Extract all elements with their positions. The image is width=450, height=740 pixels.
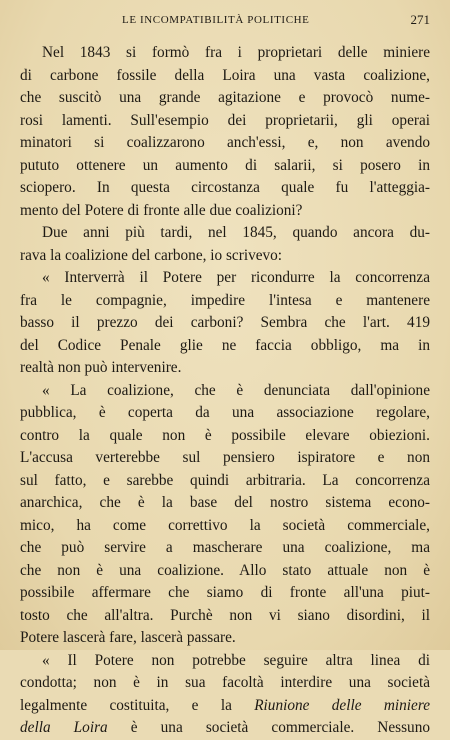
text-line: mico, ha come correttivo la società commerciale, [20, 516, 430, 534]
text-line: della Loira è una società commerciale. Nessuno [20, 719, 430, 736]
text-line: possibile affermare che siamo di fronte all'una piut- [20, 584, 430, 601]
text-line: minatori si coalizzarono anch'essi, e, non avendo [20, 134, 430, 151]
text-line: del Codice Penale glie ne faccia obbligo, ma in [20, 336, 430, 354]
text-line: che non è una coalizione. Allo stato attuale non è [20, 561, 430, 579]
text-line: di carbone fossile della Loira una vasta coalizione, [20, 66, 430, 84]
text-line: pubblica, è coperta da una associazione regolare, [20, 404, 430, 421]
text-line: anarchica, che è la base del nostro sistema econo- [20, 494, 430, 511]
text-line: rava la coalizione del carbone, io scrivevo: [20, 246, 283, 264]
text-line: basso il prezzo dei carboni? Sembra che l'art. 419 [20, 314, 430, 331]
running-head [110, 10, 430, 30]
text-line: sciopero. In questa circostanza quale fu l'atteggia- [20, 179, 430, 196]
text-line: contro la quale non è possibile elevare obiezioni. [20, 426, 430, 444]
text-line: L'accusa verterebbe sul pensiero ispiratore e non [20, 449, 430, 466]
text-line: « Il Potere non potrebbe seguire altra linea di [42, 651, 430, 669]
body-text [20, 42, 430, 740]
text-line: rosi lamenti. Sull'esempio dei proprietarii, gli operai [20, 111, 430, 129]
text-line: sul fatto, e sarebbe quindi arbitraria. La concorrenza [20, 471, 430, 489]
text-line: mento del Potere di fronte alle due coalizioni? [20, 201, 303, 219]
text-line: Nel 1843 si formò fra i proprietari delle miniere [42, 44, 430, 61]
text-line: Due anni più tardi, nel 1845, quando ancora du- [42, 224, 430, 241]
text-line: che può servire a mascherare una coalizione, ma [20, 539, 430, 556]
text-line: legalmente costituita, e la Riunione delle miniere [20, 696, 430, 714]
text-line: Potere lascerà fare, lascerà passare. [20, 629, 236, 646]
text-line: « Interverrà il Potere per ricondurre la concorrenza [42, 269, 430, 286]
text-line: che suscitò una grande agitazione e provocò nume- [20, 89, 430, 106]
italic-title: Riunione delle miniere [254, 696, 430, 714]
text-line: condotta; non è in sua facoltà interdire una società [20, 674, 430, 691]
italic-title: della Loira [20, 719, 108, 736]
running-title: LE INCOMPATIBILITÀ POLITICHE [122, 14, 310, 26]
text-line: realtà non può intervenire. [20, 359, 182, 376]
text-line: fra le compagnie, impedire l'intesa e mantenere [20, 291, 430, 309]
text-line: pututo ottenere un aumento di salarii, si posero in [20, 156, 430, 174]
text-line: « La coalizione, che è denunciata dall'opinione [42, 381, 430, 399]
page-number: 271 [410, 12, 430, 27]
text-line: tosto che all'altra. Purchè non vi siano disordini, il [20, 606, 430, 624]
